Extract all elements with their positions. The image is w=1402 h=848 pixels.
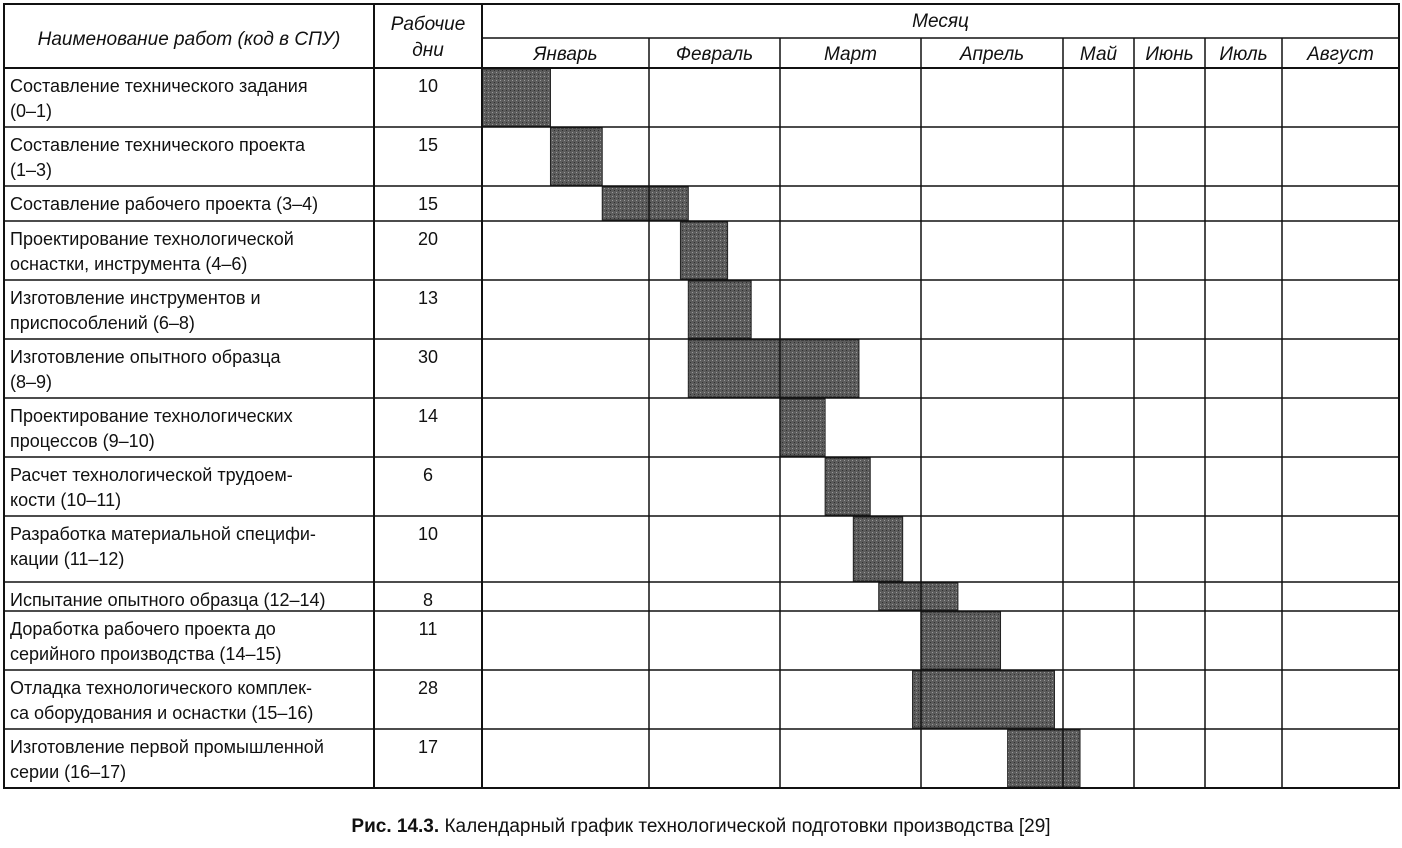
task-name-3: Составление рабочего проекта (3–4) <box>10 194 319 214</box>
task-name-4: оснастки, инструмента (4–6) <box>10 254 248 274</box>
month-label-1: Январь <box>533 44 598 65</box>
task-name-2: Составление технического проекта <box>10 135 305 155</box>
header-days-line2: дни <box>412 40 444 61</box>
task-name-10: Испытание опытного образца (12–14) <box>10 590 326 610</box>
caption-text: Календарный график технологической подготовки производства [29] <box>444 816 1051 837</box>
task-name-12: Отладка технологического комплек- <box>10 678 312 698</box>
caption-label: Рис. 14.3. <box>351 816 440 837</box>
task-bar-9 <box>853 517 902 581</box>
header-month: Месяц <box>912 11 969 32</box>
task-name-8: кости (10–11) <box>10 490 122 510</box>
month-label-8: Август <box>1307 44 1374 65</box>
task-days-7: 14 <box>417 406 439 426</box>
task-bar-3 <box>602 187 688 220</box>
task-bar-2 <box>550 128 602 185</box>
task-name-4: Проектирование технологической <box>10 229 294 249</box>
task-name-6: (8–9) <box>10 372 53 392</box>
task-bar-11 <box>921 612 1001 669</box>
task-bar-10 <box>879 583 958 610</box>
task-days-3: 15 <box>417 194 439 214</box>
task-name-11: Доработка рабочего проекта до <box>10 619 276 639</box>
month-label-2: Февраль <box>675 44 754 65</box>
task-bar-7 <box>780 399 825 456</box>
month-label-5: Май <box>1079 44 1118 65</box>
task-days-13: 17 <box>417 737 439 757</box>
header-days-line1: Рабочие <box>390 14 466 35</box>
task-name-8: Расчет технологической трудоем- <box>10 465 293 485</box>
month-label-7: Июль <box>1219 44 1268 65</box>
task-bar-13 <box>1008 730 1080 787</box>
task-days-5: 13 <box>417 288 439 308</box>
task-name-5: приспособлений (6–8) <box>10 313 195 333</box>
task-name-11: серийного производства (14–15) <box>10 644 282 664</box>
task-name-2: (1–3) <box>10 160 53 180</box>
task-bar-8 <box>825 458 870 515</box>
task-name-6: Изготовление опытного образца <box>10 347 281 367</box>
task-bar-6 <box>688 340 859 397</box>
task-name-5: Изготовление инструментов и <box>10 288 261 308</box>
task-days-11: 11 <box>418 619 438 639</box>
task-name-7: процессов (9–10) <box>10 431 155 451</box>
task-days-2: 15 <box>417 135 439 155</box>
task-days-1: 10 <box>417 76 439 96</box>
month-label-3: Март <box>823 44 878 65</box>
task-name-9: Разработка материальной специфи- <box>10 524 316 544</box>
task-bar-5 <box>688 281 751 338</box>
task-name-13: серии (16–17) <box>10 762 127 782</box>
task-days-8: 6 <box>422 465 434 485</box>
task-bar-12 <box>913 671 1055 728</box>
task-name-12: са оборудования и оснастки (15–16) <box>10 703 314 723</box>
task-bar-1 <box>482 69 550 126</box>
task-name-1: Составление технического задания <box>10 76 308 96</box>
task-name-7: Проектирование технологических <box>10 406 293 426</box>
month-label-4: Апрель <box>959 44 1025 65</box>
task-days-10: 8 <box>422 590 434 610</box>
task-days-12: 28 <box>417 678 439 698</box>
task-bar-4 <box>680 222 727 279</box>
task-days-6: 30 <box>417 347 439 367</box>
task-name-1: (0–1) <box>10 101 53 121</box>
task-days-9: 10 <box>417 524 439 544</box>
task-days-4: 20 <box>417 229 439 249</box>
task-name-9: кации (11–12) <box>10 549 125 569</box>
header-work-name: Наименование работ (код в СПУ) <box>37 29 341 50</box>
figure-caption <box>0 816 1402 838</box>
month-label-6: Июнь <box>1145 44 1194 65</box>
task-name-13: Изготовление первой промышленной <box>10 737 324 757</box>
